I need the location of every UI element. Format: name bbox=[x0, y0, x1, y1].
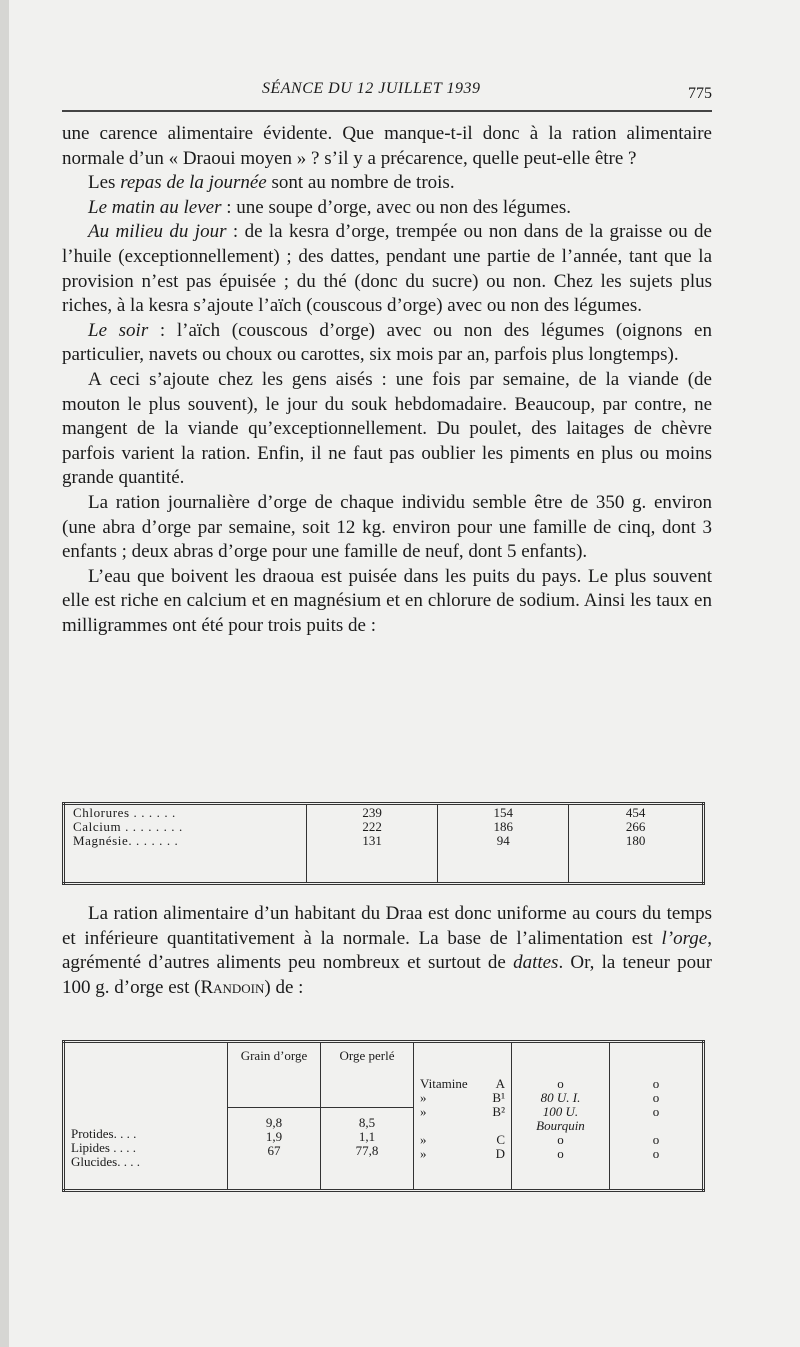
well-3-column: 454 266 180 bbox=[625, 805, 646, 848]
paragraph: Au milieu du jour : de la kesra d’orge, trempée ou non dans de la graisse ou de l’huile (exceptionnellement) ; des dattes, pendant une partie de l’année, tant que la provision n’est pas épuisée ; du thé (donc du sucre) ou non. Chez les sujets plus riches, à la kesra s’ajoute l’aïch (couscous d’orge) avec ou non des légumes. bbox=[62, 221, 712, 317]
grain-column: Grain d’orge 9,8 1,9 67 bbox=[228, 1042, 321, 1191]
paragraph: Les repas de la journée sont au nombre de trois. bbox=[88, 172, 455, 194]
body-text-2 bbox=[62, 902, 712, 1000]
pearl-barley-column: Orge perlé 8,5 1,1 77,8 bbox=[321, 1042, 414, 1191]
running-title: SÉANCE DU 12 JUILLET 1939 bbox=[262, 80, 481, 97]
table-row bbox=[64, 1042, 704, 1191]
vitamin-grain-column: o 80 U. I. 100 U. Bourquin o o bbox=[512, 1042, 610, 1191]
well-2-column: 154 186 94 bbox=[438, 804, 569, 884]
grain-header: Grain d’orge bbox=[240, 1048, 308, 1063]
running-header bbox=[62, 80, 712, 104]
paragraph: L’eau que boivent les draoua est puisée dans les puits du pays. Le plus souvent elle est riche en calcium et en magnésium et en chlorure de sodium. Ainsi les taux en milligrammes ont été pour trois puits de : bbox=[62, 565, 712, 636]
paragraph: Le soir : l’aïch (couscous d’orge) avec ou non des légumes (oignons en particulier, navets ou choux ou carottes, six mois par an, parfois plus longtemps). bbox=[62, 319, 712, 366]
paragraph: La ration alimentaire d’un habitant du Draa est donc uniforme au cours du temps et inférieure quantitativement à la normale. La base de l’alimentation est l’orge, agrémenté d’autres aliments peu nombreux et surtout de dattes. Or, la teneur pour 100 g. d’orge est (Randoin) de : bbox=[62, 903, 712, 998]
barley-composition-table bbox=[62, 1040, 705, 1192]
nutrient-label-column: Protides. . . . Lipides . . . . Glucides. . . . bbox=[64, 1042, 228, 1191]
page-edge bbox=[0, 0, 9, 1347]
paragraph: La ration journalière d’orge de chaque individu semble être de 350 g. environ (une abra d’orge par semaine, soit 12 kg. environ pour une famille de cinq, dont 3 enfants ; deux abras d’orge pour une famille de neuf, dont 5 enfants). bbox=[62, 491, 712, 563]
pearl-header: Orge perlé bbox=[339, 1048, 395, 1063]
paragraph: une carence alimentaire évidente. Que manque-t-il donc à la ration alimentaire normale d’un « Draoui moyen » ? s’il y a précarence, quelle peut-elle être ? bbox=[62, 123, 712, 169]
paragraph: Le matin au lever : une soupe d’orge, avec ou non des légumes. bbox=[88, 196, 571, 218]
paragraph: A ceci s’ajoute chez les gens aisés : une fois par semaine, de la viande (de mouton le plus souvent), le jour du souk hebdomadaire. Beaucoup, par contre, ne mangent de la viande qu’exceptionnellement. Du poulet, des laitages de chèvre parfois varient la ration. Enfin, il ne faut pas oublier les piments en plus ou moins grande quantité. bbox=[62, 368, 712, 489]
vitamin-pearl-column: o o o o o bbox=[652, 1076, 660, 1161]
water-analysis-table bbox=[62, 802, 705, 885]
well-1-column: 239 222 131 bbox=[307, 804, 438, 884]
table-row bbox=[64, 804, 704, 884]
page-number: 775 bbox=[688, 85, 712, 102]
body-text bbox=[62, 122, 712, 638]
table-label-cell: Chlorures . . . . . . Calcium . . . . . . . . Magnésie. . . . . . . bbox=[64, 804, 307, 884]
header-rule bbox=[62, 110, 712, 112]
vitamin-label-column: Vitamine A » B¹ » B² » C » D bbox=[414, 1042, 512, 1191]
